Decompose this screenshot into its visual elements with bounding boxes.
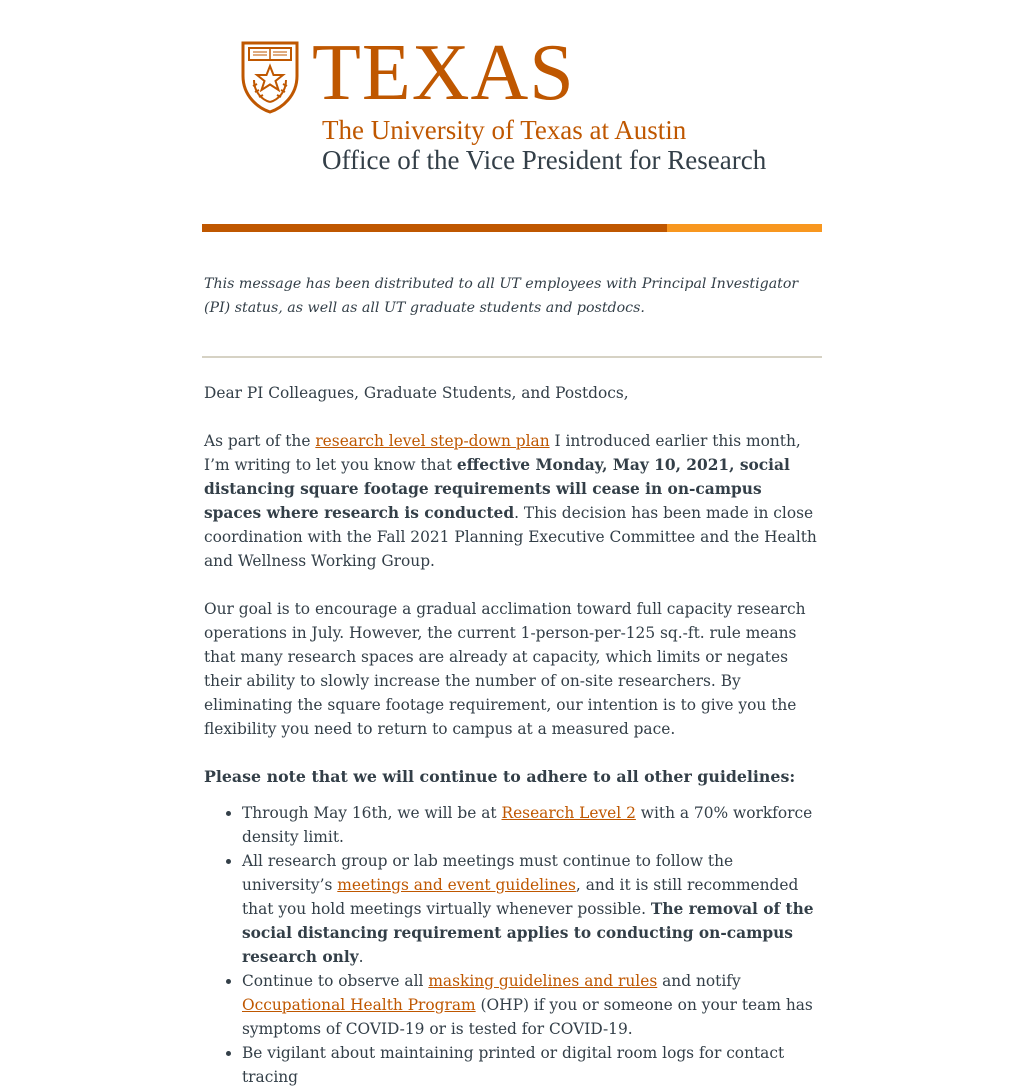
guideline-item-masking: [242, 969, 822, 1041]
paragraph1-intro: As part of the: [204, 432, 316, 450]
paragraph-step-down: [204, 429, 820, 573]
guidelines-heading: Please note that we will continue to adhere to all other guidelines:: [204, 767, 796, 786]
guideline-item-room-logs: [242, 1041, 822, 1089]
paragraph1-mid: I introduced earlier this month, I’m writing to let you know that: [204, 432, 801, 474]
item3-post: (OHP) if you or someone on your team has symptoms of COVID-19 or is tested for COVID-19.: [242, 996, 813, 1038]
meetings-and-event-guidelines-link[interactable]: meetings and event guidelines: [337, 876, 576, 894]
item2-bold: The removal of the social distancing requirement applies to conducting on-campus research only: [242, 900, 814, 966]
research-level-2-link[interactable]: Research Level 2: [501, 804, 636, 822]
university-name: The University of Texas at Austin: [322, 115, 687, 145]
paragraph-goal: Our goal is to encourage a gradual acclimation toward full capacity research operations in July. However, the current 1-person-per-125 sq.-ft. rule means that many research spaces are already at capacity, which limits or negates their ability to slowly increase the number of on-site researchers. By eliminating the square footage requirement, our intention is to give you the flexibility you need to return to campus at a measured pace.: [204, 600, 806, 738]
occupational-health-program-link[interactable]: Occupational Health Program: [242, 996, 476, 1014]
salutation: Dear PI Colleagues, Graduate Students, and Postdocs,: [204, 384, 629, 402]
ut-shield-icon: [240, 40, 300, 114]
item1-pre: Through May 16th, we will be at: [242, 804, 502, 822]
header-color-bar: [202, 224, 822, 232]
paragraph1-bold: effective Monday, May 10, 2021, social distancing square footage requirements will cease in on-campus spaces where research is conducted: [204, 456, 790, 522]
item3-pre: Continue to observe all: [242, 972, 429, 990]
distribution-note: This message has been distributed to all UT employees with Principal Investigator (PI) status, as well as all UT graduate students and postdocs.: [204, 276, 799, 316]
texas-wordmark: TEXAS: [312, 29, 575, 117]
paragraph1-end: . This decision has been made in close coordination with the Fall 2021 Planning Executive Committee and the Health and Wellness Working Group.: [204, 504, 817, 570]
guideline-item-research-level: [242, 801, 822, 849]
guideline-item-meetings: [242, 849, 822, 969]
burnt-orange-bar: [202, 224, 667, 232]
light-orange-bar: [667, 224, 822, 232]
guidelines-list: [202, 801, 822, 1089]
item3-mid: and notify: [657, 972, 741, 990]
email-container: [202, 0, 822, 1089]
office-name: Office of the Vice President for Research: [322, 145, 767, 175]
divider: [202, 356, 822, 358]
item4-text: Be vigilant about maintaining printed or digital room logs for contact tracing: [242, 1044, 785, 1086]
item2-mid: , and it is still recommended that you hold meetings virtually whenever possible.: [242, 876, 799, 918]
masking-guidelines-link[interactable]: masking guidelines and rules: [428, 972, 658, 990]
item1-post: with a 70% workforce density limit.: [242, 804, 813, 846]
research-level-step-down-plan-link[interactable]: research level step-down plan: [315, 432, 550, 450]
item2-pre: All research group or lab meetings must continue to follow the university’s: [242, 852, 734, 894]
item2-post: .: [358, 948, 364, 966]
header: [202, 0, 822, 224]
